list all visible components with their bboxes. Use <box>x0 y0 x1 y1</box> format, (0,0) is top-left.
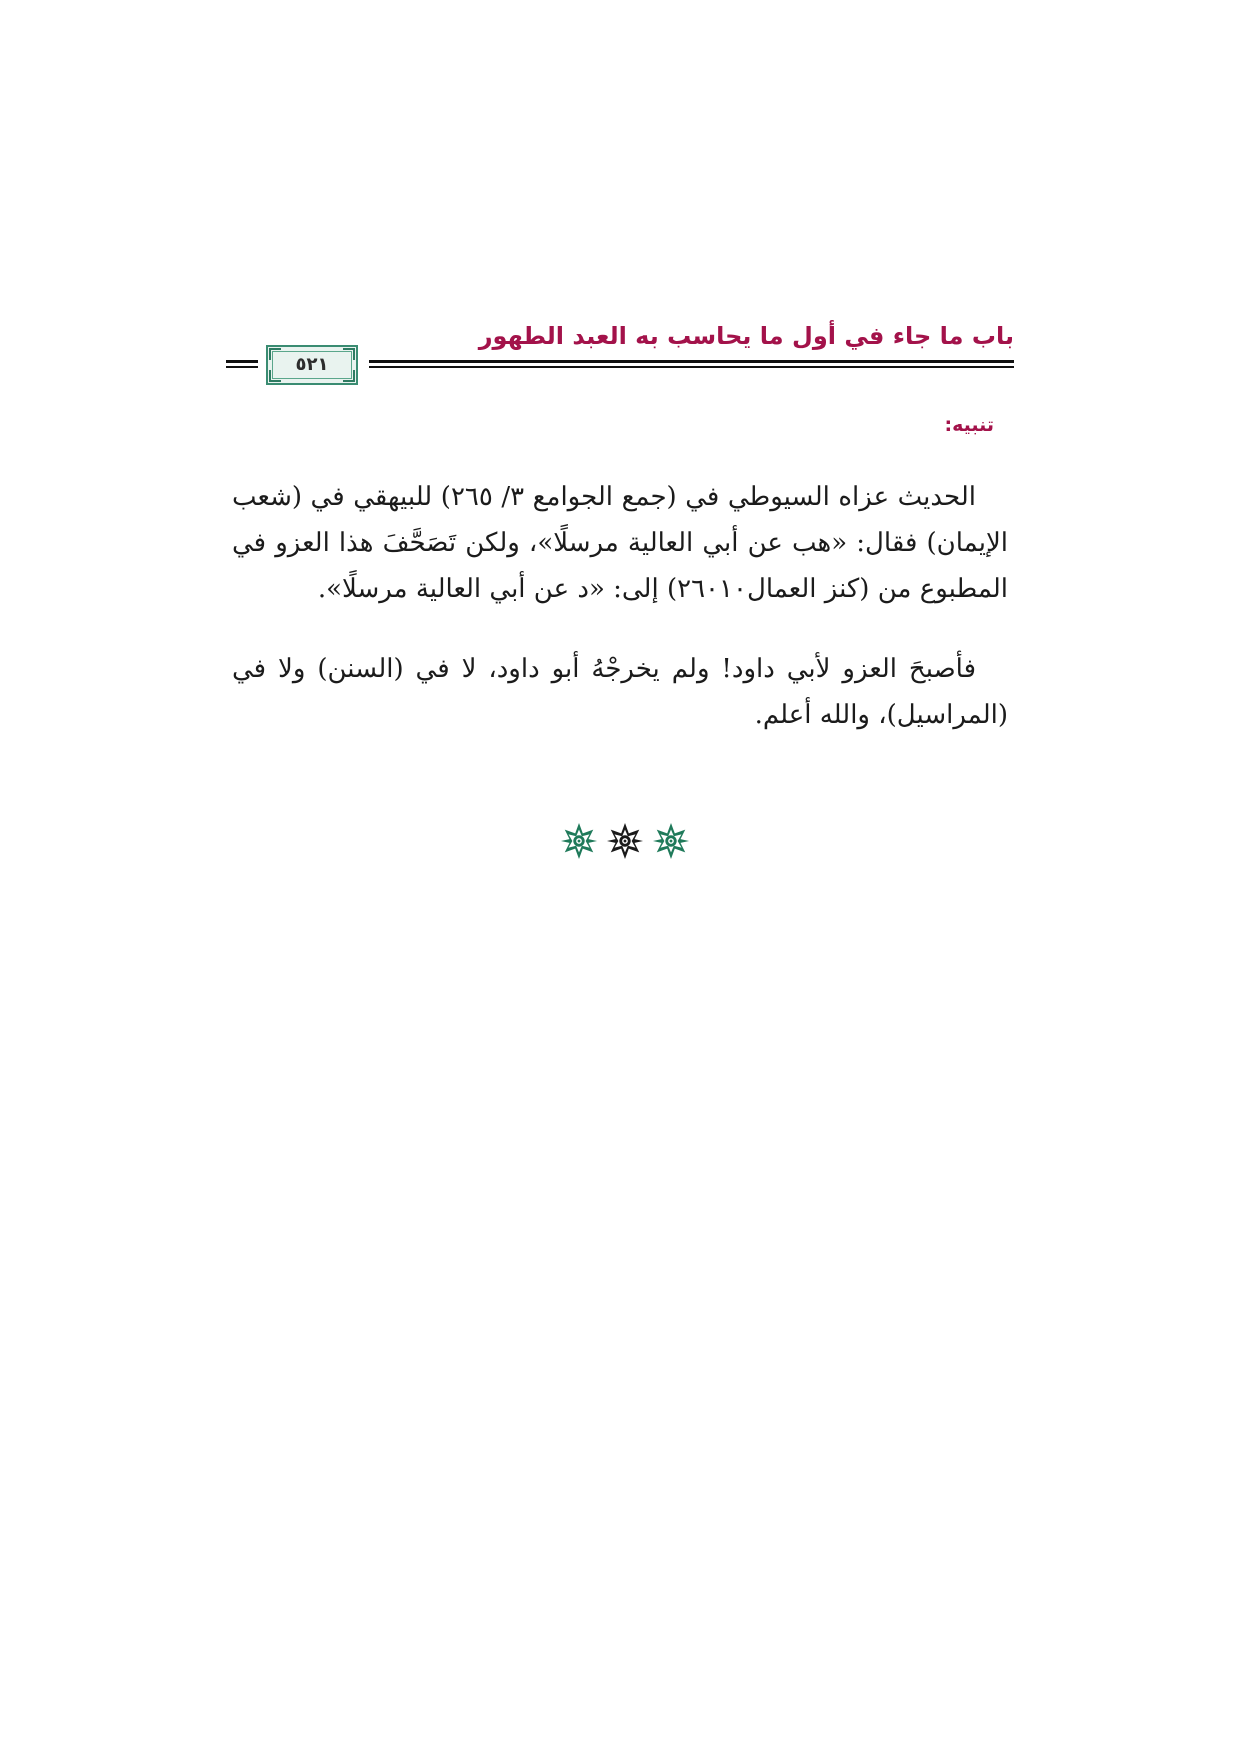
header-rule-left <box>226 360 258 369</box>
header-rule-right <box>369 360 1014 369</box>
chapter-title: باب ما جاء في أول ما يحاسب به العبد الطهور <box>478 322 1014 350</box>
paragraph-text: الحديث عزاه السيوطي في (جمع الجوامع ٣/ ٢٦٥) للبيهقي في (شعب الإيمان) فقال: «هب عن أبي العالية مرسلًا»، ولكن تَصَحَّفَ هذا العزو في المطبوع من (كنز العمال٢٦٠١٠) إلى: «د عن أبي العالية مرسلًا». <box>232 482 1008 604</box>
page-number-badge <box>266 345 358 385</box>
paragraph-1 <box>232 474 1008 612</box>
star-ornament-icon <box>560 822 598 860</box>
star-ornament-icon <box>652 822 690 860</box>
note-heading: تنبيه: <box>944 414 994 436</box>
paragraph-text: فأصبحَ العزو لأبي داود! ولم يخرجْهُ أبو داود، لا في (السنن) ولا في (المراسيل)، والله أعلم. <box>232 654 1008 730</box>
page-number: ٥٢١ <box>295 354 329 375</box>
star-ornament-icon <box>606 822 644 860</box>
paragraph-2 <box>232 646 1008 738</box>
page-header <box>226 318 1014 390</box>
section-end-ornaments <box>560 820 690 862</box>
